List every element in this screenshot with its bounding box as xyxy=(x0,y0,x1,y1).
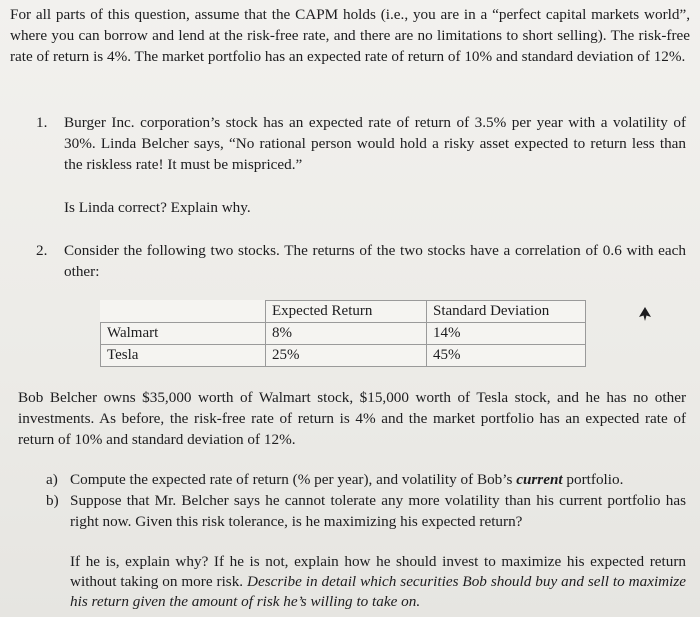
intro-paragraph xyxy=(10,4,690,67)
final-italic-text: Describe in detail which securities Bob should buy and sell to maximize his return given the amount of risk he’s willing to take on. xyxy=(70,573,686,610)
part-a-label: a) xyxy=(46,471,58,488)
part-a-text-post: portfolio. xyxy=(562,471,624,488)
question-1-text: Burger Inc. corporation’s stock has an expected rate of return of 3.5% per year with a volatility of 30%. Linda Belcher says, “No rational person would hold a risky asset expected to return less than the riskless rate! It must be mispriced.” xyxy=(64,114,686,173)
table-row xyxy=(101,345,586,367)
part-a xyxy=(46,469,686,490)
mouse-pointer-icon xyxy=(638,306,652,322)
table-header-row xyxy=(101,301,586,323)
table-header-cell: Expected Return xyxy=(266,301,427,323)
table-cell: 8% xyxy=(266,323,427,345)
part-b-label: b) xyxy=(46,492,59,509)
part-b xyxy=(46,490,686,532)
table-cell: 45% xyxy=(427,345,586,367)
part-a-emphasis: current xyxy=(516,471,563,488)
question-1-number: 1. xyxy=(36,114,48,131)
table-row xyxy=(101,323,586,345)
question-1 xyxy=(36,112,686,175)
sub-questions xyxy=(46,469,686,532)
bob-paragraph: Bob Belcher owns $35,000 worth of Walmart stock, $15,000 worth of Tesla stock, and he has no other investments. As before, the risk-free rate of return is 4% and the market portfolio has an expected rate of return of 10% and standard deviation of 12%. xyxy=(18,389,686,448)
table-cell: 14% xyxy=(427,323,586,345)
table-header-cell xyxy=(101,301,266,323)
part-a-text-pre: Compute the expected rate of return (% per year), and volatility of Bob’s xyxy=(70,471,517,488)
table-header-cell: Standard Deviation xyxy=(427,301,586,323)
final-plain-text: If he is, explain why? If he is not, explain how he should invest to maximize his expected return without taking on more risk. xyxy=(70,553,686,590)
question-2-number: 2. xyxy=(36,242,48,259)
question-2 xyxy=(36,240,686,282)
question-1-ask: Is Linda correct? Explain why. xyxy=(64,199,251,216)
table-cell: 25% xyxy=(266,345,427,367)
table-cell: Walmart xyxy=(101,323,266,345)
part-b-text: Suppose that Mr. Belcher says he cannot tolerate any more volatility than his current portfolio has right now. Given this risk tolerance, is he maximizing his expected return? xyxy=(70,492,686,530)
question-2-text: Consider the following two stocks. The returns of the two stocks have a correlation of 0.6 with each other: xyxy=(64,242,686,280)
final-paragraph xyxy=(70,552,686,612)
table-cell: Tesla xyxy=(101,345,266,367)
intro-text: For all parts of this question, assume that the CAPM holds (i.e., you are in a “perfect capital markets world”, where you can borrow and lend at the risk-free rate, and there are no limitations to short selling). The risk-free rate of return is 4%. The market portfolio has an expected rate of return of 10% and standard deviation of 12%. xyxy=(10,6,690,65)
stocks-table xyxy=(100,300,586,367)
